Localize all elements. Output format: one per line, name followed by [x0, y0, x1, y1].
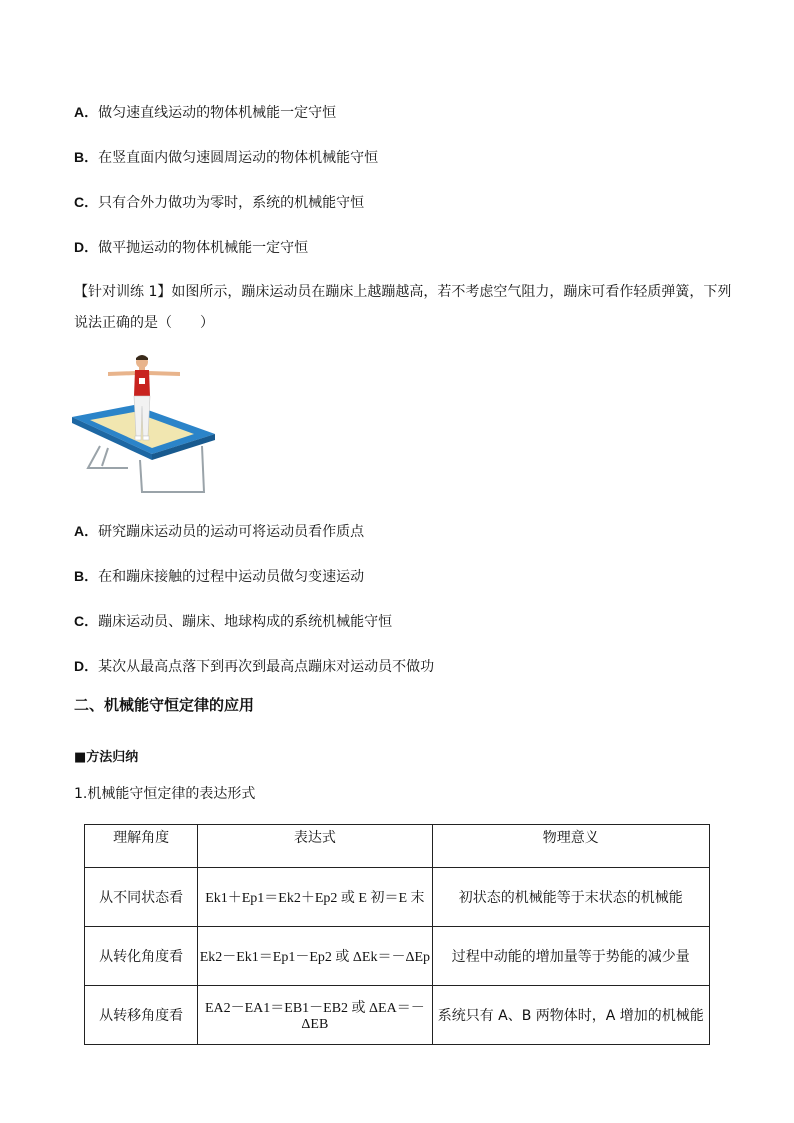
option-label: C． [74, 613, 99, 629]
option-text: 蹦床运动员、蹦床、地球构成的系统机械能守恒 [98, 614, 393, 630]
option-label: B． [74, 149, 99, 165]
option-label: C． [74, 194, 99, 210]
option-label: D． [74, 658, 99, 674]
table-row [85, 986, 710, 1045]
table-header: 表达式 [198, 825, 432, 868]
table-cell-formula: EA2－EA1＝EB1－EB2 或 ΔEA＝－ΔEB [198, 986, 432, 1045]
table-cell-angle: 从转移角度看 [85, 986, 198, 1045]
table-row [85, 868, 710, 927]
section-title: 二、机械能守恒定律的应用 [74, 696, 255, 714]
table-cell-angle: 从不同状态看 [85, 868, 198, 927]
option-label: A． [74, 104, 99, 120]
question-option-b [74, 147, 378, 168]
table-cell-formula: Ek1＋Ep1＝Ek2＋Ep2 或 E 初＝E 末 [198, 868, 432, 927]
question-option-a [74, 102, 336, 123]
question-option-c [74, 192, 364, 213]
table-cell-meaning: 过程中动能的增加量等于势能的减少量 [432, 927, 709, 986]
table-subtitle: 1.机械能守恒定律的表达形式 [74, 786, 256, 802]
option-label: D． [74, 239, 99, 255]
option-text: 在和蹦床接触的过程中运动员做匀变速运动 [98, 569, 365, 585]
table-cell-formula: Ek2－Ek1＝Ep1－Ep2 或 ΔEk＝－ΔEp [198, 927, 432, 986]
table-cell-angle: 从转化角度看 [85, 927, 198, 986]
training-question-line2: 说法正确的是（ ） [74, 315, 214, 331]
option-text: 做匀速直线运动的物体机械能一定守恒 [98, 105, 337, 121]
option-text: 在竖直面内做匀速圆周运动的物体机械能守恒 [98, 150, 379, 166]
training-question-line1: 【针对训练 1】如图所示，蹦床运动员在蹦床上越蹦越高，若不考虑空气阻力，蹦床可看作轻质弹簧，下列 [74, 284, 732, 300]
table-header: 理解角度 [85, 825, 198, 868]
option-label: A． [74, 523, 99, 539]
training-option-a [74, 521, 364, 542]
option-text: 做平抛运动的物体机械能一定守恒 [98, 240, 309, 256]
table-header: 物理意义 [432, 825, 709, 868]
expression-table [84, 824, 710, 1045]
table-row [85, 927, 710, 986]
table-cell-meaning: 初状态的机械能等于末状态的机械能 [432, 868, 709, 927]
question-option-d [74, 237, 308, 258]
option-text: 研究蹦床运动员的运动可将运动员看作质点 [98, 524, 365, 540]
option-text: 只有合外力做功为零时，系统的机械能守恒 [98, 195, 365, 211]
table-header-row [85, 825, 710, 868]
option-text: 某次从最高点落下到再次到最高点蹦床对运动员不做功 [98, 659, 435, 675]
option-label: B． [74, 568, 99, 584]
trampoline-illustration [72, 350, 217, 498]
training-option-b [74, 566, 364, 587]
method-heading: ■方法归纳 [74, 750, 139, 765]
training-option-d [74, 656, 434, 677]
table-cell-meaning: 系统只有 A、B 两物体时，A 增加的机械能 [432, 986, 709, 1045]
training-option-c [74, 611, 392, 632]
